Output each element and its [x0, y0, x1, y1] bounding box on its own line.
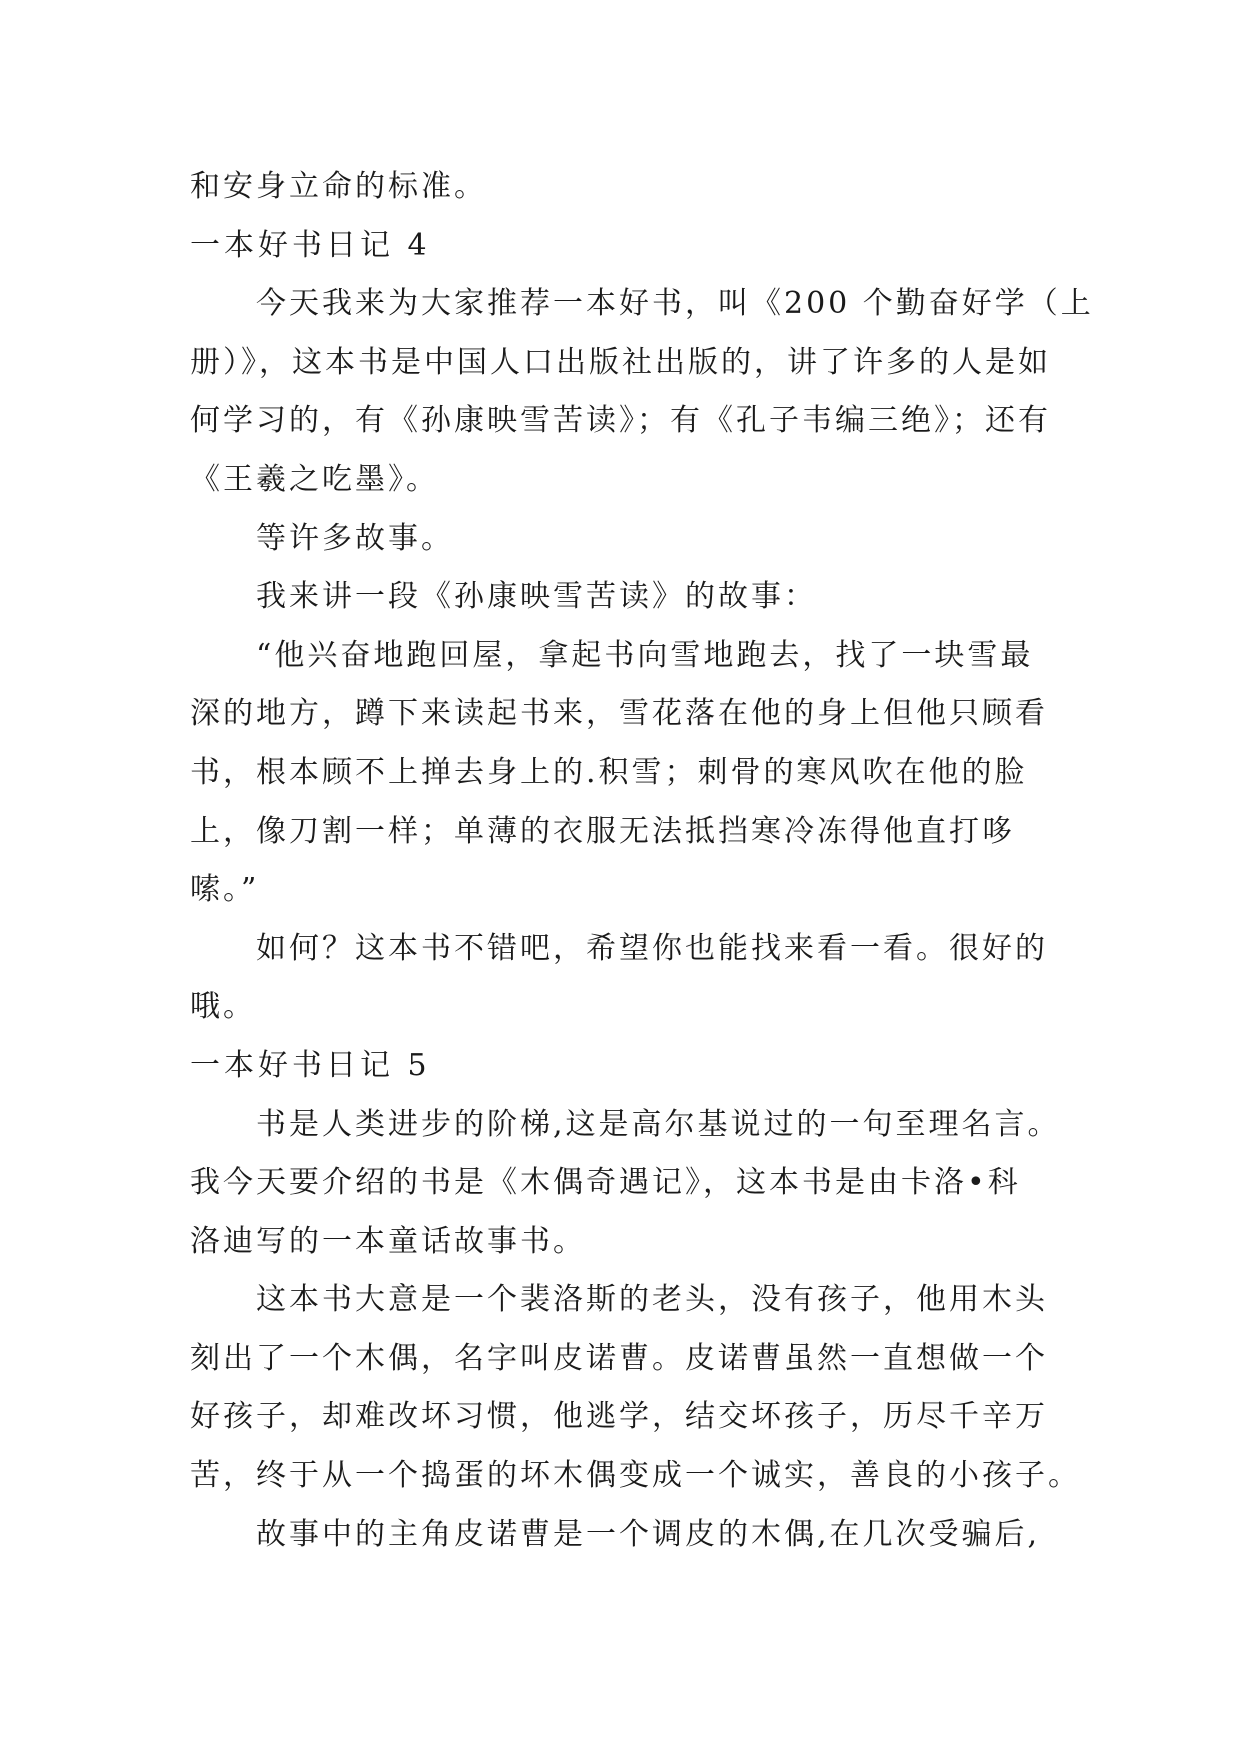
text-line: 我来讲一段《孙康映雪苦读》的故事： — [256, 579, 817, 615]
text-line: 刻出了一个木偶，名字叫皮诺曹。皮诺曹虽然一直想做一个 — [190, 1340, 1048, 1376]
text-line: 故事中的主角皮诺曹是一个调皮的木偶,在几次受骗后, — [256, 1516, 1041, 1552]
section-heading: 一本好书日记 5 — [190, 1047, 431, 1083]
text-line: 嗦。” — [190, 872, 260, 908]
text-line: 上，像刀割一样；单薄的衣服无法抵挡寒冷冻得他直打哆 — [190, 813, 1015, 849]
text-line: 今天我来为大家推荐一本好书，叫《200 个勤奋好学（上 — [256, 286, 1094, 322]
document-body — [190, 158, 1094, 1564]
text-line: 如何？这本书不错吧，希望你也能找来看一看。很好的 — [256, 930, 1048, 966]
text-line: 册）》，这本书是中国人口出版社出版的，讲了许多的人是如 — [190, 344, 1051, 380]
text-line: 深的地方，蹲下来读起书来，雪花落在他的身上但他只顾看 — [190, 696, 1048, 732]
text-line: 我今天要介绍的书是《木偶奇遇记》，这本书是由卡洛•科 — [190, 1165, 1021, 1201]
text-line: 好孩子，却难改坏习惯，他逃学，结交坏孩子，历尽千辛万 — [190, 1399, 1048, 1435]
text-line: 苦，终于从一个捣蛋的坏木偶变成一个诚实，善良的小孩子。 — [190, 1458, 1081, 1494]
text-line: 何学习的，有《孙康映雪苦读》；有《孔子韦编三绝》；还有 — [190, 403, 1051, 439]
text-line: 书是人类进步的阶梯,这是高尔基说过的一句至理名言。 — [256, 1106, 1061, 1142]
text-line: 这本书大意是一个裴洛斯的老头，没有孩子，他用木头 — [256, 1282, 1048, 1318]
section-heading: 一本好书日记 4 — [190, 227, 431, 263]
text-line: 哦。 — [190, 989, 256, 1025]
text-line: 书，根本顾不上掸去身上的.积雪；刺骨的寒风吹在他的脸 — [190, 754, 1028, 790]
text-line: 《王羲之吃墨》。 — [190, 461, 439, 497]
text-line: 洛迪写的一本童话故事书。 — [190, 1223, 586, 1259]
text-line: 和安身立命的标准。 — [190, 169, 487, 204]
text-line: “他兴奋地跑回屋，拿起书向雪地跑去，找了一块雪最 — [256, 637, 1034, 673]
text-line: 等许多故事。 — [256, 520, 454, 556]
